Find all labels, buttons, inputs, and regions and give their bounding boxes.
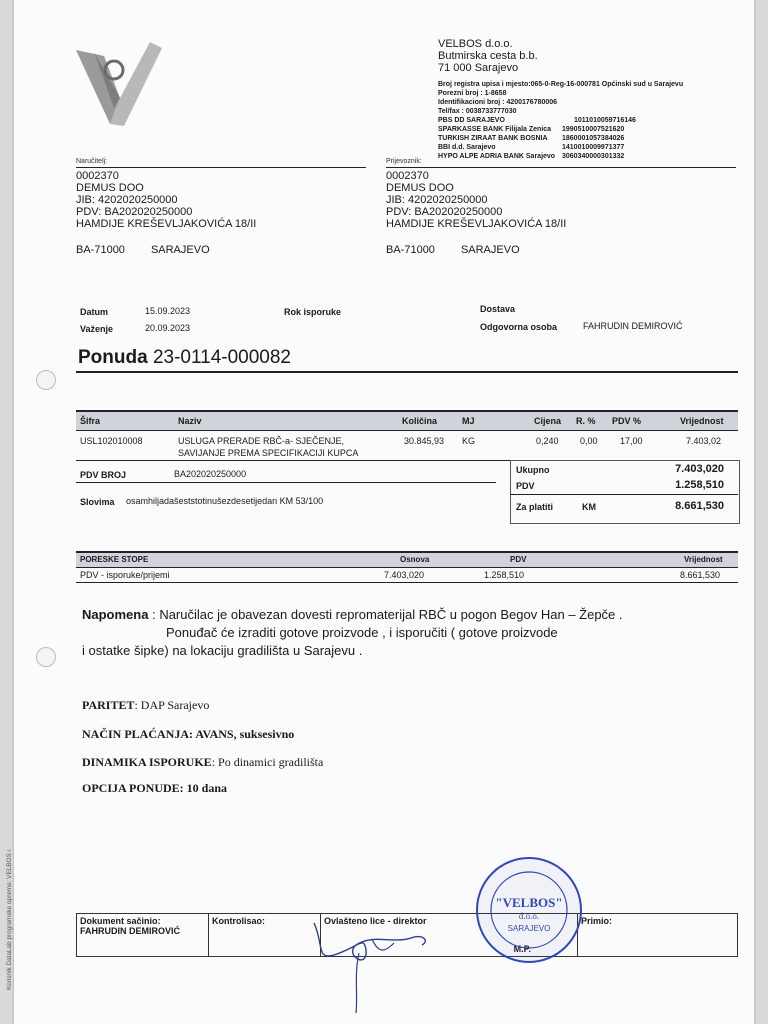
row-rabat: 0,00 [580,436,598,446]
buyer-jib: JIB: 4202020250000 [76,194,178,206]
col-cijena: Cijena [534,416,562,426]
tax-col-vrijednost: Vrijednost [684,555,723,564]
term-placanje-value: : AVANS, suksesivno [189,727,295,741]
tax-col-stope: PORESKE STOPE [80,555,149,564]
receiver-pdv: PDV: BA202020250000 [386,206,503,218]
bank-account-number: 3060340000301332 [562,153,625,160]
vazenje-value: 20.09.2023 [145,323,191,333]
term-opcija [82,781,227,796]
sacinio-value: FAHRUDIN DEMIROVIĆ [80,926,181,936]
totals-pdv-label: PDV [516,481,535,491]
receiver-city: SARAJEVO [460,244,520,256]
company-detail-text: TURKISH ZIRAAT BANK BOSNIA [438,135,548,142]
stamp-sub: d.o.o. [518,911,540,921]
term-dinamika-value: : Po dinamici gradilišta [211,755,324,769]
row-naziv-line1: USLUGA PRERADE RBČ-a- SJEČENJE, [178,436,345,446]
company-detail-text: Tel/fax : 0038733777030 [438,108,517,115]
company-stamp [474,855,584,965]
receiver-postal: BA-71000 [386,244,435,256]
kontrolisao-label: Kontrolisao: [212,916,265,926]
company-detail-line [438,98,683,107]
datum-value: 15.09.2023 [145,306,191,316]
row-sifra: USL102010008 [80,436,143,446]
company-detail-line [438,116,683,125]
col-pdv: PDV % [612,416,642,426]
note-line3: i ostatke šipke) na lokaciju gradilišta u Sarajevu . [82,643,363,658]
company-detail-text: Identifikacioni broj : 4200176780006 [438,99,558,106]
row-pdv: 17,00 [620,436,643,446]
buyer-postal: BA-71000 [76,244,125,256]
row-kolicina: 30.845,93 [404,436,445,446]
company-detail-line [438,125,683,134]
term-paritet-value: : DAP Sarajevo [134,698,210,712]
sacinio-cell [77,914,209,957]
company-header [438,38,683,161]
company-detail-text: Porezni broj : 1-8658 [438,90,507,97]
col-sifra: Šifra [80,416,101,426]
document-page [14,0,754,1024]
tax-row-osnova: 7.403,020 [384,570,425,580]
vazenje-label: Važenje [80,324,114,334]
note-block [82,606,742,660]
term-dinamika-label: DINAMIKA ISPORUKE [82,755,212,769]
col-vrijednost: Vrijednost [680,416,724,426]
title-word: Ponuda [78,347,148,368]
title-number: 23-0114-000082 [152,347,291,368]
note-label: Napomena [82,607,149,622]
term-opcija-label: OPCIJA PONUDE: [82,781,184,795]
odgovorna-label: Odgovorna osoba [480,322,558,332]
company-detail-line [438,89,683,98]
note-line1: : Naručilac je obavezan dovesti repromaterijal RBČ u pogon Begov Han – Žepče . [152,607,623,622]
tax-row-vrijednost: 8.661,530 [680,570,721,580]
receiver-jib: JIB: 4202020250000 [386,194,488,206]
col-rabat: R. % [576,416,596,426]
stamp-city: SARAJEVO [507,924,551,933]
pdv-broj-label: PDV BROJ [80,470,127,480]
signature-drawing [304,915,444,1015]
col-naziv: Naziv [178,416,202,426]
row-naziv-line2: SAVIJANJE PREMA SPECIFIKACIJI KUPCA [178,448,359,458]
odgovorna-value: FAHRUDIN DEMIROVIĆ [583,321,683,331]
buyer-name: DEMUS DOO [76,182,144,194]
pdv-broj-value: BA202020250000 [174,469,247,479]
company-detail-text: PBS DD SARAJEVO [438,117,505,124]
note-line2: Ponuđač će izraditi gotove proizvode , i isporučiti ( gotove proizvode [166,625,558,640]
buyer-block [76,170,256,256]
rok-label: Rok isporuke [284,307,342,317]
buyer-pdv: PDV: BA202020250000 [76,206,193,218]
receiver-address: HAMDIJE KREŠEVLJAKOVIĆA 18/II [386,218,567,230]
receiver-block [386,170,566,256]
punch-hole [36,647,56,667]
side-text: Korisnik DataLab programske opreme: VELBOS d.o.o. | Obrazac A08 [6,850,13,990]
row-naziv [178,435,358,459]
bank-account-number: 1011010059716146 [574,117,636,124]
term-paritet [82,698,209,713]
col-kolicina: Količina [402,416,438,426]
company-detail-text: Broj registra upisa i mjesto:065-0-Reg-16-000781 Općinski sud u Sarajevu [438,81,684,88]
term-paritet-label: PARITET [82,698,135,712]
company-detail-text: HYPO ALPE ADRIA BANK Sarajevo [438,153,556,160]
ukupno-value: 7.403,020 [675,463,724,475]
col-mj: MJ [462,416,475,426]
document-title [78,347,291,369]
sacinio-label: Dokument sačinio: [80,916,161,926]
totals-pdv-value: 1.258,510 [675,479,724,491]
bank-account-number: 1410010009971377 [562,144,625,151]
velbos-logo [74,38,164,133]
buyer-city: SARAJEVO [150,244,210,256]
receiver-name: DEMUS DOO [386,182,454,194]
buyer-address: HAMDIJE KREŠEVLJAKOVIĆA 18/II [76,218,257,230]
company-detail-line [438,107,683,116]
dostava-label: Dostava [480,304,516,314]
company-detail-line [438,134,683,143]
company-detail-text: BBI d.d. Sarajevo [438,144,496,151]
term-placanje [82,727,294,742]
datum-label: Datum [80,307,109,317]
stamp-main: "VELBOS" [495,895,563,910]
bank-account-number: 1990510007521620 [562,126,625,133]
zaplatiti-currency: KM [582,502,596,512]
buyer-label: Naručitelj: [76,158,108,165]
company-details [438,80,683,161]
company-detail-line [438,80,683,89]
zaplatiti-value: 8.661,530 [675,500,724,512]
punch-hole [36,370,56,390]
company-detail-text: SPARKASSE BANK Filijala Zenica [438,126,552,133]
ukupno-label: Ukupno [516,465,550,475]
tax-col-pdv: PDV [510,555,527,564]
tax-row-pdv: 1.258,510 [484,570,525,580]
row-vrijednost: 7.403,02 [686,436,722,446]
receiver-code: 0002370 [386,170,429,182]
bank-account-number: 1860001057384026 [562,135,625,142]
term-opcija-value: 10 dana [183,781,228,795]
company-detail-line [438,152,683,161]
tax-row-label: PDV - isporuke/prijemi [80,570,170,580]
company-city: 71 000 Sarajevo [438,62,519,74]
row-mj: KG [462,436,476,446]
tax-col-osnova: Osnova [400,555,430,564]
ovlasteno-label: Ovlašteno lice - direktor [324,916,427,926]
term-placanje-label: NAČIN PLAĆANJA [82,727,189,741]
company-name: VELBOS d.o.o. [438,38,513,50]
primio-cell [578,914,738,957]
company-detail-line [438,143,683,152]
zaplatiti-label: Za platiti [516,502,554,512]
receiver-label: Prijevoznik: [386,158,422,165]
slovima-label: Slovima [80,497,115,507]
buyer-code: 0002370 [76,170,119,182]
term-dinamika [82,755,323,770]
row-cijena: 0,240 [536,436,559,446]
slovima-value: osamhiljadašeststotinušezdesetijedan KM 53/100 [126,496,324,506]
company-street: Butmirska cesta b.b. [438,50,538,62]
side-footer [0,850,16,990]
primio-label: Primio: [581,916,613,926]
